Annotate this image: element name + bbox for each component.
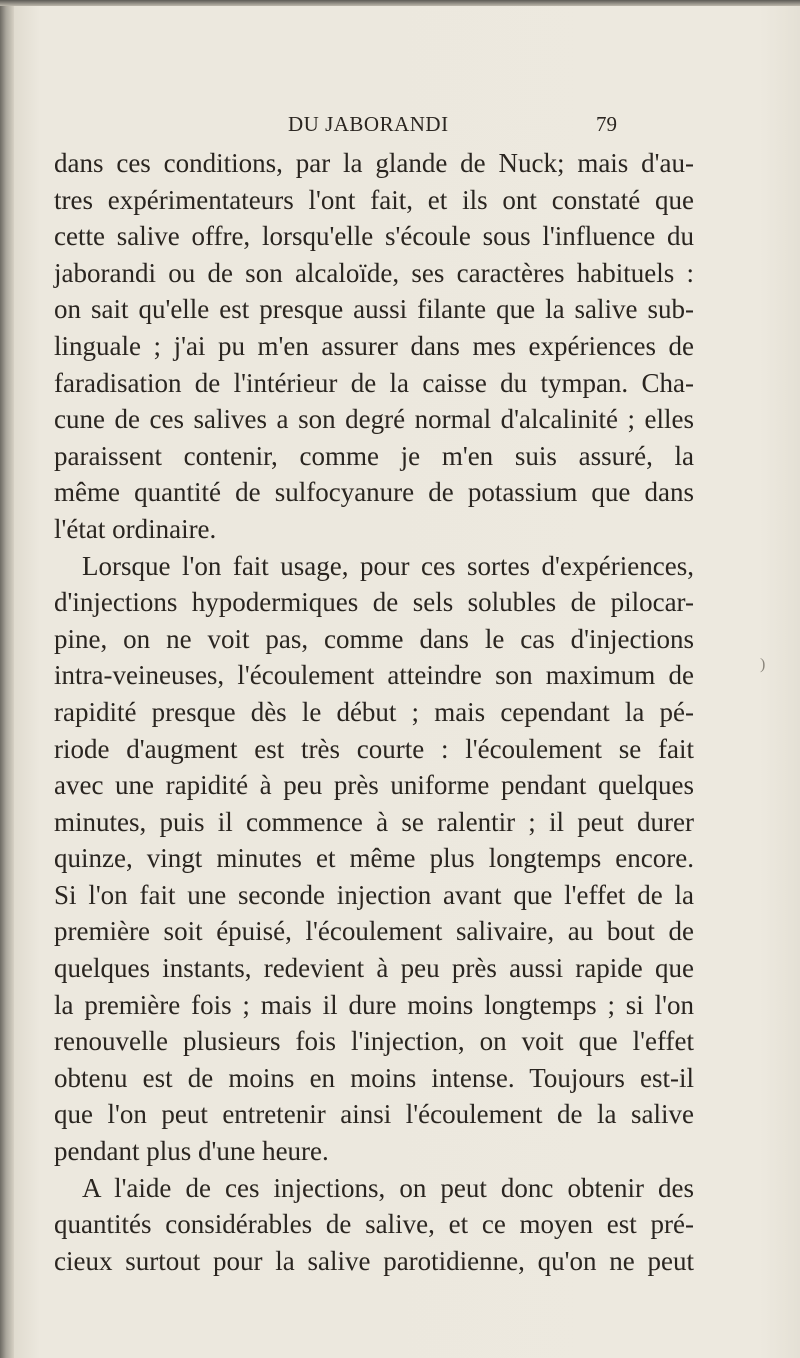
body-text — [54, 145, 694, 1279]
text-line: cune de ces salives a son degré normal d'alcalinité ; elles — [54, 404, 694, 435]
margin-mark: ) — [760, 656, 766, 673]
text-line: quinze, vingt minutes et même plus longtemps encore. — [54, 843, 694, 874]
text-line: Si l'on fait une seconde injection avant que l'effet de la — [54, 879, 694, 910]
text-line: Lorsque l'on fait usage, pour ces sortes d'expériences, — [82, 550, 694, 581]
text-line: première soit épuisé, l'écoulement salivaire, au bout de — [54, 916, 694, 947]
page-number: 79 — [596, 112, 617, 136]
text-line: dans ces conditions, par la glande de Nuck; mais d'au- — [54, 148, 694, 178]
running-head-title: DU JABORANDI — [288, 112, 449, 136]
text-line: tres expérimentateurs l'ont fait, et ils ont constaté que — [54, 184, 694, 215]
text-line: minutes, puis il commence à se ralentir ; il peut durer — [54, 806, 694, 837]
text-line: obtenu est de moins en moins intense. Toujours est-il — [54, 1062, 694, 1093]
text-line: l'état ordinaire. — [54, 513, 217, 544]
text-line: riode d'augment est très courte : l'écoulement se fait — [54, 733, 694, 764]
text-line: avec une rapidité à peu près uniforme pendant quelques — [54, 770, 694, 801]
page-binding-edge — [0, 0, 14, 1358]
text-line: d'injections hypodermiques de sels solubles de pilocar- — [54, 587, 694, 618]
text-line: que l'on peut entretenir ainsi l'écoulement de la salive — [54, 1099, 694, 1130]
text-line: faradisation de l'intérieur de la caisse du tympan. Cha- — [54, 367, 694, 398]
text-line: rapidité presque dès le début ; mais cependant la pé- — [54, 696, 694, 727]
text-line: renouvelle plusieurs fois l'injection, on voit que l'effet — [54, 1026, 694, 1057]
text-line: intra-veineuses, l'écoulement atteindre son maximum de — [54, 660, 694, 691]
text-line: quelques instants, redevient à peu près aussi rapide que — [54, 953, 694, 984]
text-line: même quantité de sulfocyanure de potassium que dans — [54, 477, 694, 508]
text-line: pendant plus d'une heure. — [54, 1136, 329, 1167]
text-line: on sait qu'elle est presque aussi filante que la salive sub- — [54, 294, 694, 325]
text-line: cette salive offre, lorsqu'elle s'écoule sous l'influence du — [54, 221, 694, 252]
text-line: quantités considérables de salive, et ce moyen est pré- — [54, 1209, 694, 1240]
running-head — [0, 112, 800, 142]
text-line: pine, on ne voit pas, comme dans le cas d'injections — [54, 623, 694, 654]
text-line: paraissent contenir, comme je m'en suis assuré, la — [54, 440, 694, 471]
text-line: jaborandi ou de son alcaloïde, ses caractères habituels : — [54, 257, 694, 288]
page-top-edge — [0, 0, 800, 6]
text-line: A l'aide de ces injections, on peut donc obtenir des — [82, 1172, 694, 1203]
text-line: linguale ; j'ai pu m'en assurer dans mes expériences de — [54, 330, 694, 361]
text-line: cieux surtout pour la salive parotidienne, qu'on ne peut — [54, 1245, 694, 1276]
text-line: la première fois ; mais il dure moins longtemps ; si l'on — [54, 989, 694, 1020]
